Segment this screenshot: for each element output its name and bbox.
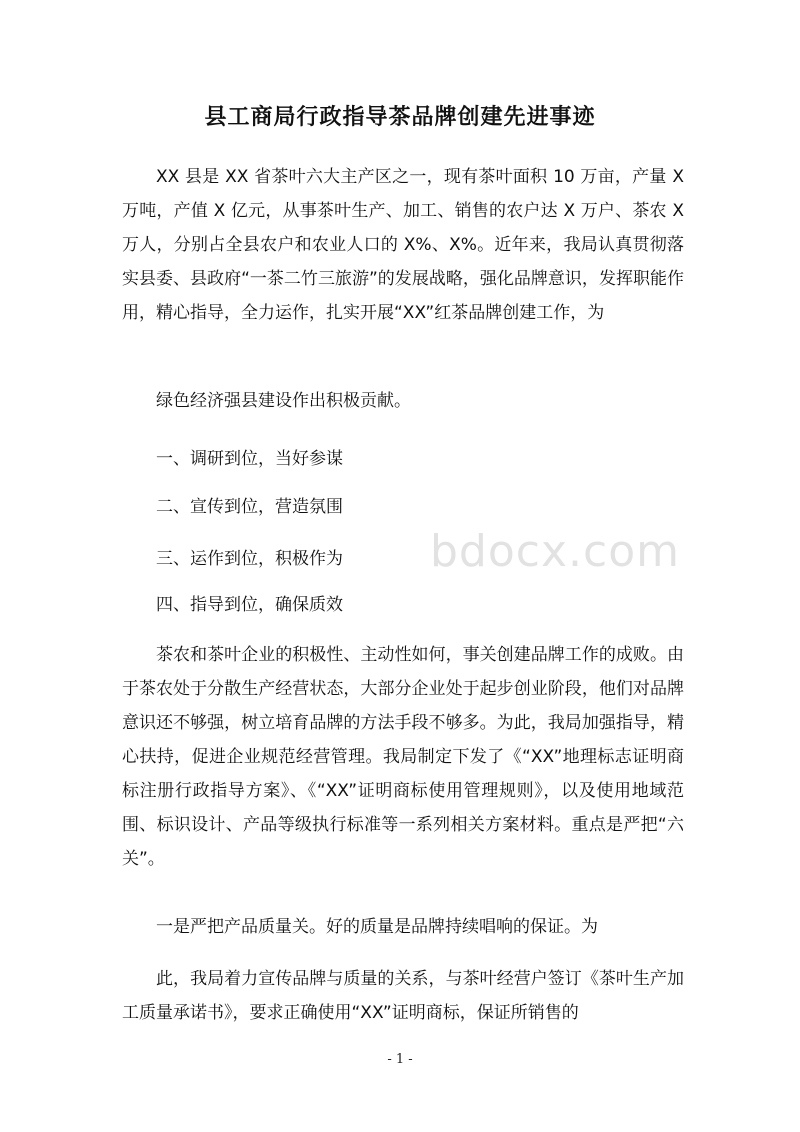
section-heading-1: 一、调研到位，当好参谋 [156, 449, 343, 469]
watermark: bdocx.com [430, 526, 680, 577]
paragraph-quality-continued: 此，我局着力宣传品牌与质量的关系，与茶叶经营户签订《茶叶生产加工质量承诺书》，要求正确使用“XX”证明商标，保证所销售的 [122, 969, 684, 1023]
paragraph-quality: 一是严把产品质量关。好的质量是品牌持续唱响的保证。为 [156, 917, 598, 937]
page-number: - 1 - [387, 1052, 413, 1067]
paragraph-continuation: 绿色经济强县建设作出积极贡献。 [156, 391, 411, 411]
section-heading-4: 四、指导到位，确保质效 [156, 595, 343, 615]
section-heading-2: 二、宣传到位，营造氛围 [156, 497, 343, 517]
section-heading-3: 三、运作到位，积极作为 [156, 549, 343, 569]
document-title: 县工商局行政指导茶品牌创建先进事迹 [204, 105, 596, 130]
paragraph-body: 茶农和茶叶企业的积极性、主动性如何，事关创建品牌工作的成败。由于茶农处于分散生产经营状态，大部分企业处于起步创业阶段，他们对品牌意识还不够强，树立培育品牌的方法手段不够多。为此，我局加强指导，精心扶持，促进企业规范经营管理。我局制定下发了《“XX”地理标志证明商标注册行政指导方案》、《“XX”证明商标使用管理规则》，以及使用地域范围、标识设计、产品等级执行标准等一系列相关方案材料。重点是严把“六关”。 [122, 645, 684, 869]
paragraph-intro: XX 县是 XX 省茶叶六大主产区之一，现有茶叶面积 10 万亩，产量 X 万吨，产值 X 亿元，从事茶叶生产、加工、销售的农户达 X 万户、茶农 X 万人，分别占全县农户和农业人口的 X%、X%。近年来，我局认真贯彻落实县委、县政府“一茶二竹三旅游”的发展战略，强化品牌意识，发挥职能作用，精心指导，全力运作，扎实开展“XX”红茶品牌创建工作，为 [122, 167, 684, 323]
